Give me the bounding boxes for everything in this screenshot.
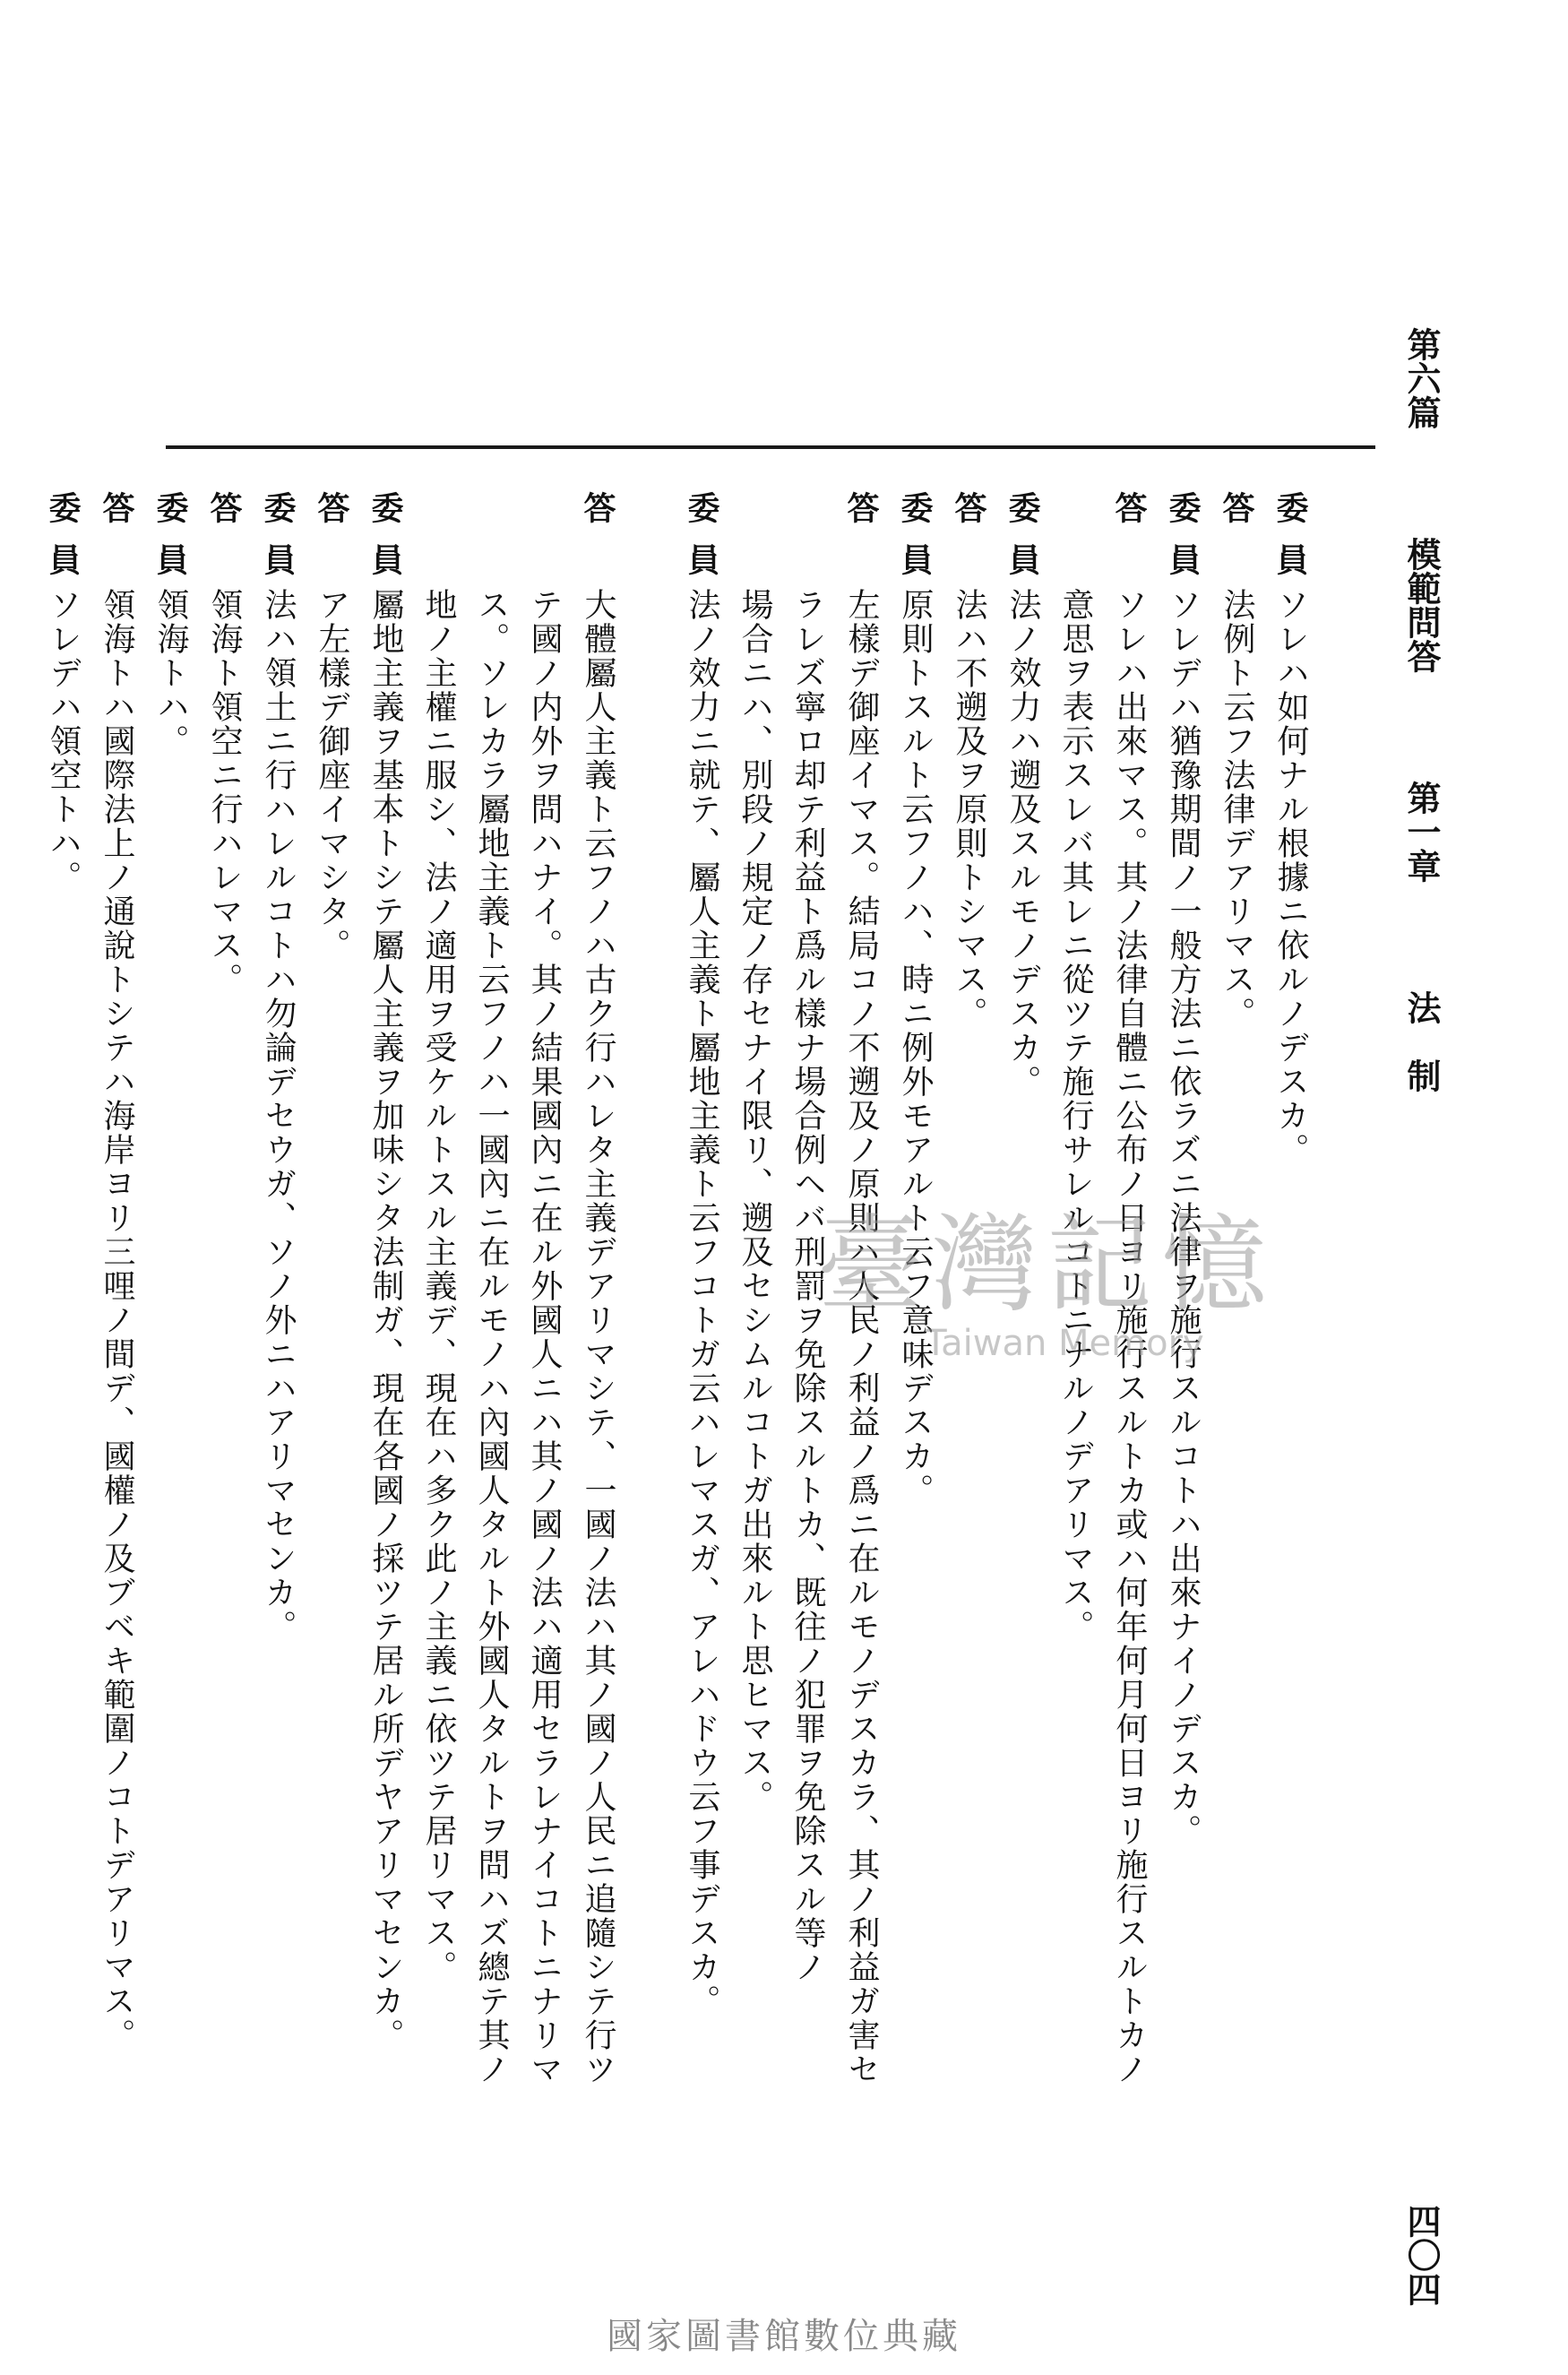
speaker-label: 答 bbox=[579, 491, 616, 543]
dialogue-line bbox=[1156, 491, 1210, 2104]
dialogue-line bbox=[412, 491, 465, 2104]
speaker-label: 委員 bbox=[259, 491, 297, 595]
dialogue-line bbox=[36, 491, 90, 2104]
speech-text: ラレズ寧ロ却テ利益ト爲ル樣ナ場合例ヘバ刑罰ヲ免除スルトカ、既往ノ犯罪ヲ免除スル等ノ bbox=[789, 588, 826, 1984]
speaker-label: 答 bbox=[950, 491, 987, 543]
dialogue-line bbox=[781, 491, 834, 2104]
speech-text: 法例ト云フ法律デアリマス。 bbox=[1219, 588, 1255, 1031]
speaker-label: 答 bbox=[842, 491, 880, 543]
dialogue-line bbox=[251, 491, 305, 2104]
speaker-label: 答 bbox=[1110, 491, 1148, 543]
speech-text: 場合ニハ、別段ノ規定ノ存セナイ限リ、遡及セシムルコトガ出來ルト思ヒマス。 bbox=[737, 588, 773, 1814]
section-label: 模範問答 bbox=[1401, 537, 1442, 673]
dialogue-line bbox=[1263, 491, 1317, 2104]
speaker-label: 委員 bbox=[44, 491, 82, 595]
speech-text: ソレデハ領空トハ。 bbox=[45, 588, 82, 894]
dialogue-line bbox=[995, 491, 1049, 2104]
speech-text: 領海トハ。 bbox=[152, 588, 189, 758]
speaker-label: 答 bbox=[1218, 491, 1255, 543]
speech-text: ソレハ如何ナル根據ニ依ルノデスカ。 bbox=[1272, 588, 1309, 1167]
dialogue-line bbox=[1102, 491, 1156, 2104]
speaker-label: 委員 bbox=[1164, 491, 1202, 595]
dialogue-line bbox=[1210, 491, 1263, 2104]
header-rule bbox=[166, 445, 1375, 449]
running-header bbox=[1375, 327, 1442, 2306]
speech-text: 原則トスルト云フノハ、時ニ例外モアルト云フ意味デスカ。 bbox=[897, 588, 934, 1507]
page-number: 四〇四 bbox=[1401, 2204, 1442, 2306]
speaker-label: 答 bbox=[313, 491, 350, 543]
speech-text: 領海トハ國際法上ノ通說トシテハ海岸ヨリ三哩ノ間デ、國權ノ及ブベキ範圍ノコトデアリマス。 bbox=[99, 588, 135, 2052]
speech-text: 大體屬人主義ト云フノハ古ク行ハレタ主義デアリマシテ、一國ノ法ハ其ノ國ノ人民ニ追隨シテ行ツ bbox=[580, 588, 616, 2086]
speaker-label: 委員 bbox=[366, 491, 404, 595]
speech-text: 法ノ效力ニ就テ、屬人主義ト屬地主義ト云フコトガ云ハレマスガ、アレハドウ云フ事デスカ。 bbox=[684, 588, 720, 2018]
speech-text: 法ノ效力ハ遡及スルモノデスカ。 bbox=[1004, 588, 1041, 1099]
chapter-title: 法 制 bbox=[1401, 990, 1442, 1092]
dialogue-line bbox=[465, 491, 518, 2104]
dialogue-line bbox=[197, 491, 251, 2104]
speech-text: テ國ノ内外ヲ問ハナイ。其ノ結果國內ニ在ル外國人ニハ其ノ國ノ法ハ適用セラレナイコトニナリマ bbox=[526, 588, 563, 2086]
speech-text: ス。ソレカラ屬地主義ト云フノハ一國內ニ在ルモノハ內國人タルト外國人タルトヲ問ハズ總テ其ノ bbox=[473, 588, 510, 2086]
speech-text: ソレハ出來マス。其ノ法律自體ニ公布ノ日ヨリ施行スルトカ或ハ何年何月何日ヨリ施行スルトカノ bbox=[1111, 588, 1148, 2086]
chapter-label: 第一章 bbox=[1401, 781, 1442, 883]
speech-text: ア左樣デ御座イマシタ。 bbox=[314, 588, 350, 963]
dialogue-line bbox=[728, 491, 781, 2104]
watermark-chinese: 臺灣記憶 bbox=[816, 1203, 1277, 1326]
part-label: 第六篇 bbox=[1401, 327, 1442, 429]
speech-text: ソレデハ猶豫期間ノ一般方法ニ依ラズニ法律ヲ施行スルコトハ出來ナイノデスカ。 bbox=[1165, 588, 1202, 1848]
dialogue-line bbox=[358, 491, 412, 2104]
speech-text: 領海ト領空ニ行ハレマス。 bbox=[206, 588, 243, 997]
speech-text: 意思ヲ表示スレバ其レニ從ツテ施行サレルコトニナルノデアリマス。 bbox=[1057, 588, 1094, 1644]
dialogue-line bbox=[305, 491, 358, 2104]
dialogue-line bbox=[571, 491, 625, 2104]
speaker-label: 答 bbox=[98, 491, 135, 543]
speech-text: 法ハ不遡及ヲ原則トシマス。 bbox=[951, 588, 987, 1031]
speech-text: 法ハ領土ニ行ハレルコトハ勿論デセウガ、ソノ外ニハアリマセンカ。 bbox=[260, 588, 297, 1644]
speaker-label: 委員 bbox=[683, 491, 720, 595]
speaker-label: 答 bbox=[205, 491, 243, 543]
speaker-label: 委員 bbox=[151, 491, 189, 595]
archive-footer: 國家圖書館數位典藏 bbox=[607, 2316, 961, 2357]
watermark-english: Taiwan Memory bbox=[925, 1323, 1204, 1364]
speech-text: 地ノ主權ニ服シ、法ノ適用ヲ受ケルトスル主義デ、現在ハ多ク此ノ主義ニ依ツテ居リマス。 bbox=[420, 588, 457, 1984]
dialogue-line bbox=[1049, 491, 1102, 2104]
dialogue-line bbox=[675, 491, 728, 2104]
dialogue-line bbox=[834, 491, 888, 2104]
dialogue-line bbox=[888, 491, 942, 2104]
dialogue-line bbox=[143, 491, 197, 2104]
dialogue-line bbox=[518, 491, 571, 2104]
speaker-label: 委員 bbox=[1004, 491, 1041, 595]
speaker-label: 委員 bbox=[896, 491, 934, 595]
dialogue-line bbox=[90, 491, 143, 2104]
dialogue-line bbox=[942, 491, 995, 2104]
speaker-label: 委員 bbox=[1271, 491, 1309, 595]
speech-text: 左樣デ御座イマス。結局コノ不遡及ノ原則ハ人民ノ利益ノ爲ニ在ルモノデスカラ、其ノ利益ガ害セ bbox=[843, 588, 880, 2086]
speech-text: 屬地主義ヲ基本トシテ屬人主義ヲ加味シタ法制ガ、現在各國ノ採ツテ居ル所デヤアリマセンカ。 bbox=[367, 588, 404, 2052]
dialogue-body bbox=[44, 491, 1317, 2104]
